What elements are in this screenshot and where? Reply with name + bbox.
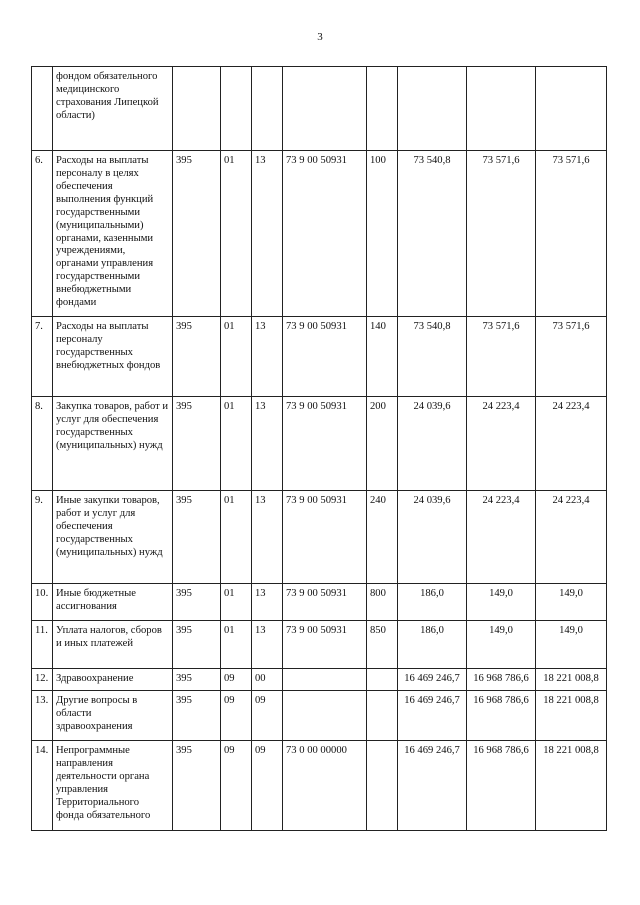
table-cell-name: Иные бюджетные ассигнования bbox=[53, 584, 173, 621]
table-cell-n: 12. bbox=[32, 669, 53, 691]
table-row bbox=[32, 397, 607, 491]
table-cell-name: Закупка товаров, работ и услуг для обеспечения государственных (муниципальных) нужд bbox=[53, 397, 173, 491]
table-cell-c: 13 bbox=[252, 584, 283, 621]
table-cell-v3: 73 571,6 bbox=[536, 317, 607, 397]
table-row bbox=[32, 669, 607, 691]
table-cell-e: 850 bbox=[367, 621, 398, 669]
table-cell-n: 6. bbox=[32, 151, 53, 317]
table-cell-d: 73 9 00 50931 bbox=[283, 317, 367, 397]
table-cell-a: 395 bbox=[173, 621, 221, 669]
table-cell-name: Расходы на выплаты персоналу в целях обеспечения выполнения функций государственными (муниципальными) органами, казенными учреждениями, органами управления государственными внебюджетными фондами bbox=[53, 151, 173, 317]
table-cell-v2: 149,0 bbox=[467, 584, 536, 621]
table-cell-a: 395 bbox=[173, 741, 221, 831]
table-cell-a: 395 bbox=[173, 584, 221, 621]
table-cell-name: фондом обязательного медицинского страхования Липецкой области) bbox=[53, 67, 173, 151]
table-cell-a bbox=[173, 67, 221, 151]
table-cell-v1: 24 039,6 bbox=[398, 397, 467, 491]
table-cell-a: 395 bbox=[173, 397, 221, 491]
table-cell-a: 395 bbox=[173, 317, 221, 397]
table-cell-d: 73 9 00 50931 bbox=[283, 491, 367, 584]
table-cell-e bbox=[367, 691, 398, 741]
table-cell-d bbox=[283, 67, 367, 151]
table-cell-a: 395 bbox=[173, 691, 221, 741]
table-cell-e: 100 bbox=[367, 151, 398, 317]
table-cell-v2: 149,0 bbox=[467, 621, 536, 669]
table-cell-n bbox=[32, 67, 53, 151]
table-cell-v2: 24 223,4 bbox=[467, 491, 536, 584]
table-cell-name: Расходы на выплаты персоналу государственных внебюджетных фондов bbox=[53, 317, 173, 397]
table-cell-n: 7. bbox=[32, 317, 53, 397]
table-cell-e bbox=[367, 741, 398, 831]
table-cell-b: 01 bbox=[221, 621, 252, 669]
table-cell-c: 00 bbox=[252, 669, 283, 691]
table-cell-c: 13 bbox=[252, 621, 283, 669]
table-cell-b: 09 bbox=[221, 669, 252, 691]
table-cell-v1: 16 469 246,7 bbox=[398, 669, 467, 691]
table-cell-c: 13 bbox=[252, 317, 283, 397]
table-cell-v1: 24 039,6 bbox=[398, 491, 467, 584]
table-cell-c: 13 bbox=[252, 491, 283, 584]
table-cell-b: 01 bbox=[221, 397, 252, 491]
table-cell-b: 01 bbox=[221, 151, 252, 317]
table-row bbox=[32, 317, 607, 397]
table-cell-v3: 18 221 008,8 bbox=[536, 691, 607, 741]
table-cell-a: 395 bbox=[173, 151, 221, 317]
table-cell-v2: 73 571,6 bbox=[467, 151, 536, 317]
table-cell-v2: 24 223,4 bbox=[467, 397, 536, 491]
table-cell-v1 bbox=[398, 67, 467, 151]
table-row bbox=[32, 691, 607, 741]
table-cell-d bbox=[283, 669, 367, 691]
table-cell-c: 09 bbox=[252, 741, 283, 831]
table-cell-d bbox=[283, 691, 367, 741]
table-cell-n: 9. bbox=[32, 491, 53, 584]
table-row bbox=[32, 621, 607, 669]
table-cell-n: 10. bbox=[32, 584, 53, 621]
table-cell-e: 240 bbox=[367, 491, 398, 584]
table-cell-v1: 186,0 bbox=[398, 621, 467, 669]
table-cell-v3: 24 223,4 bbox=[536, 397, 607, 491]
table-cell-n: 11. bbox=[32, 621, 53, 669]
budget-table bbox=[31, 66, 607, 831]
table-cell-e bbox=[367, 67, 398, 151]
page-number: 3 bbox=[317, 31, 323, 43]
table-cell-n: 13. bbox=[32, 691, 53, 741]
table-cell-v3: 149,0 bbox=[536, 584, 607, 621]
table-row bbox=[32, 491, 607, 584]
table-cell-name: Уплата налогов, сборов и иных платежей bbox=[53, 621, 173, 669]
table-cell-a: 395 bbox=[173, 669, 221, 691]
table-cell-v2: 16 968 786,6 bbox=[467, 741, 536, 831]
table-cell-v2: 16 968 786,6 bbox=[467, 691, 536, 741]
table-cell-v3: 73 571,6 bbox=[536, 151, 607, 317]
table-cell-v3 bbox=[536, 67, 607, 151]
table-cell-name: Непрограммные направления деятельности органа управления Территориального фонда обязательного bbox=[53, 741, 173, 831]
table-cell-b: 01 bbox=[221, 584, 252, 621]
table-cell-d: 73 9 00 50931 bbox=[283, 397, 367, 491]
table-cell-v1: 186,0 bbox=[398, 584, 467, 621]
table-cell-b: 09 bbox=[221, 741, 252, 831]
table-cell-v3: 24 223,4 bbox=[536, 491, 607, 584]
table-cell-v2: 16 968 786,6 bbox=[467, 669, 536, 691]
table-cell-name: Здравоохранение bbox=[53, 669, 173, 691]
table-cell-v1: 16 469 246,7 bbox=[398, 691, 467, 741]
table-cell-v2 bbox=[467, 67, 536, 151]
table-cell-c: 13 bbox=[252, 151, 283, 317]
table-row bbox=[32, 741, 607, 831]
table-cell-a: 395 bbox=[173, 491, 221, 584]
table-cell-c bbox=[252, 67, 283, 151]
table-cell-v3: 149,0 bbox=[536, 621, 607, 669]
table-cell-n: 14. bbox=[32, 741, 53, 831]
table-cell-e: 200 bbox=[367, 397, 398, 491]
table-row bbox=[32, 151, 607, 317]
table-cell-c: 13 bbox=[252, 397, 283, 491]
table-row bbox=[32, 67, 607, 151]
table-cell-b: 01 bbox=[221, 317, 252, 397]
table-cell-d: 73 9 00 50931 bbox=[283, 621, 367, 669]
table-cell-c: 09 bbox=[252, 691, 283, 741]
table-cell-d: 73 0 00 00000 bbox=[283, 741, 367, 831]
table-cell-e: 800 bbox=[367, 584, 398, 621]
table-cell-d: 73 9 00 50931 bbox=[283, 151, 367, 317]
table-cell-b bbox=[221, 67, 252, 151]
table-cell-n: 8. bbox=[32, 397, 53, 491]
table-cell-d: 73 9 00 50931 bbox=[283, 584, 367, 621]
table-row bbox=[32, 584, 607, 621]
table-cell-name: Иные закупки товаров, работ и услуг для обеспечения государственных (муниципальных) нужд bbox=[53, 491, 173, 584]
table-cell-b: 01 bbox=[221, 491, 252, 584]
table-cell-v3: 18 221 008,8 bbox=[536, 669, 607, 691]
table-cell-v1: 73 540,8 bbox=[398, 151, 467, 317]
table-cell-v2: 73 571,6 bbox=[467, 317, 536, 397]
table-cell-v3: 18 221 008,8 bbox=[536, 741, 607, 831]
table-cell-e bbox=[367, 669, 398, 691]
table-cell-v1: 16 469 246,7 bbox=[398, 741, 467, 831]
table-cell-name: Другие вопросы в области здравоохранения bbox=[53, 691, 173, 741]
table-cell-b: 09 bbox=[221, 691, 252, 741]
table-cell-e: 140 bbox=[367, 317, 398, 397]
table-cell-v1: 73 540,8 bbox=[398, 317, 467, 397]
